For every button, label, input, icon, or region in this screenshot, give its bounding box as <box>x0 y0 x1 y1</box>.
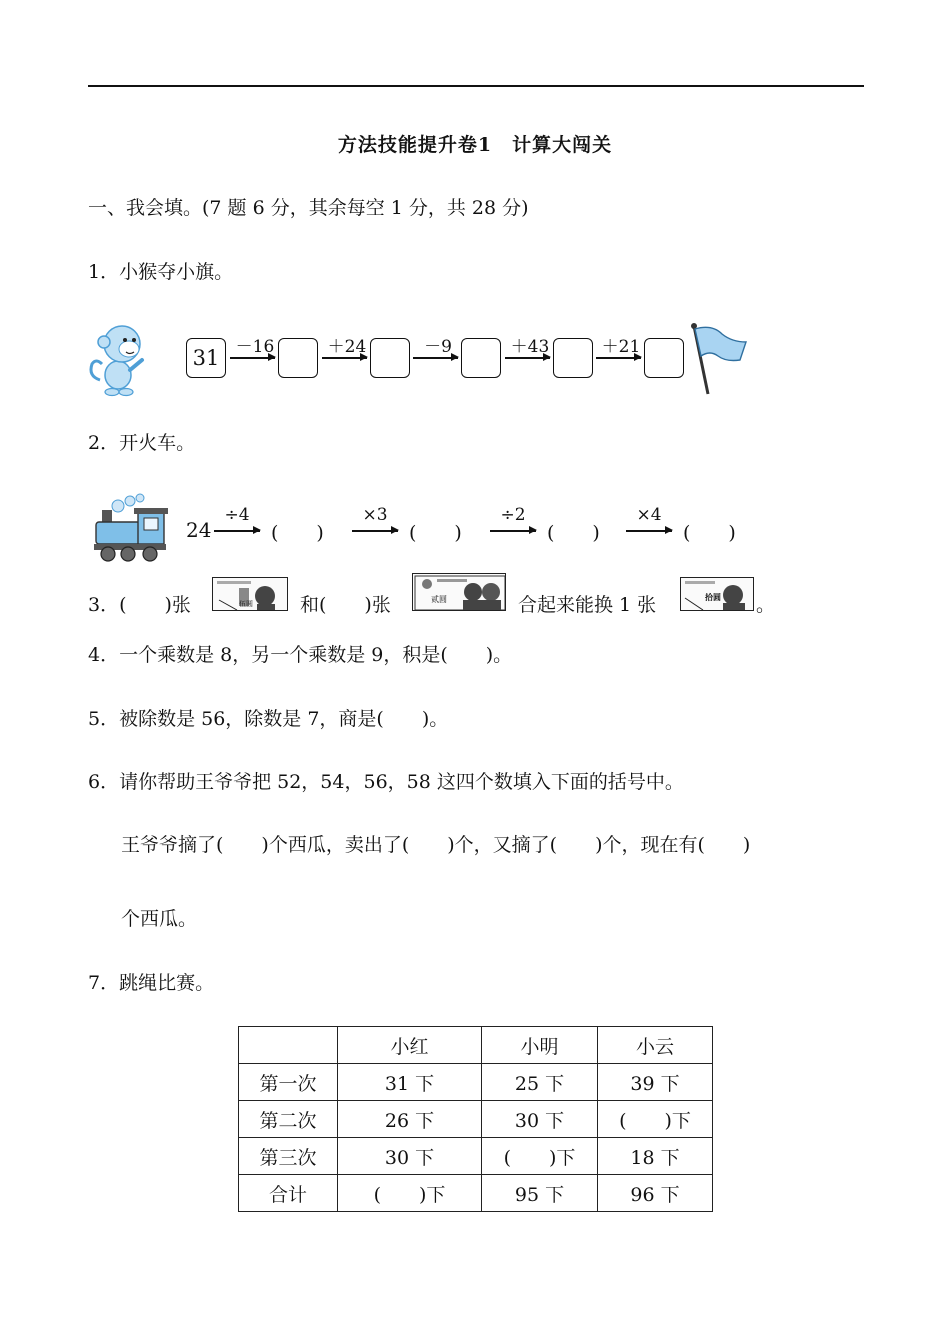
two-yuan-note-icon <box>412 573 506 611</box>
op-label: －9 <box>424 337 452 357</box>
table-row-label: 合计 <box>239 1175 338 1212</box>
question-5-text: 5．被除数是 56，除数是 7，商是( )。 <box>88 708 449 730</box>
train-start-number: 24 <box>186 518 212 542</box>
jump-rope-table <box>238 1026 713 1212</box>
op-label: ＋21 <box>601 337 641 357</box>
arrow-icon <box>413 357 458 359</box>
question-6-text: 6．请你帮助王爷爷把 52，54，56，58 这四个数填入下面的括号中。 <box>88 771 684 793</box>
table-cell: 39 下 <box>598 1064 713 1101</box>
arrow-icon <box>505 357 550 359</box>
question-3-part3: 合起来能换 1 张 <box>518 594 657 616</box>
table-row <box>239 1175 713 1212</box>
table-answer-cell[interactable]: ( )下 <box>482 1138 598 1175</box>
table-row-label: 第一次 <box>239 1064 338 1101</box>
answer-box[interactable] <box>370 338 410 378</box>
monkey-icon <box>86 318 156 398</box>
answer-paren[interactable]: ( ) <box>409 522 462 544</box>
table-cell: 30 下 <box>482 1101 598 1138</box>
table-header-cell: 小云 <box>598 1027 713 1064</box>
note-label: 贰圆 <box>431 595 447 604</box>
answer-box[interactable] <box>461 338 501 378</box>
question-4-text: 4．一个乘数是 8，另一个乘数是 9，积是( )。 <box>88 644 513 666</box>
question-3-part4: 。 <box>756 594 776 616</box>
table-answer-cell[interactable]: ( )下 <box>598 1101 713 1138</box>
table-row <box>239 1138 713 1175</box>
table-header-cell: 小明 <box>482 1027 598 1064</box>
arrow-icon <box>596 357 641 359</box>
five-yuan-note-icon <box>212 577 288 611</box>
table-row <box>239 1064 713 1101</box>
question-3-part1: 3．( )张 <box>88 594 191 616</box>
top-rule <box>88 85 864 87</box>
op-label: ×4 <box>636 505 662 525</box>
table-cell: 25 下 <box>482 1064 598 1101</box>
answer-box[interactable] <box>278 338 318 378</box>
table-answer-cell[interactable]: ( )下 <box>338 1175 482 1212</box>
arrow-icon <box>322 357 367 359</box>
question-7-text: 7．跳绳比赛。 <box>88 972 215 994</box>
flag-icon <box>688 322 750 396</box>
arrow-icon <box>230 357 275 359</box>
arrow-icon <box>490 530 536 532</box>
answer-paren[interactable]: ( ) <box>683 522 736 544</box>
table-cell: 18 下 <box>598 1138 713 1175</box>
op-label: ×3 <box>362 505 388 525</box>
table-cell: 30 下 <box>338 1138 482 1175</box>
table-cell: 95 下 <box>482 1175 598 1212</box>
answer-box[interactable] <box>644 338 684 378</box>
arrow-icon <box>352 530 398 532</box>
start-number-box: 31 <box>186 338 226 378</box>
train-icon <box>88 492 168 564</box>
question-2-text: 2．开火车。 <box>88 432 196 454</box>
table-cell: 96 下 <box>598 1175 713 1212</box>
op-label: ÷2 <box>500 505 526 525</box>
note-label: 拾圆 <box>705 593 721 602</box>
op-label: －16 <box>235 337 275 357</box>
answer-paren[interactable]: ( ) <box>547 522 600 544</box>
question-6-line2: 个西瓜。 <box>121 908 198 930</box>
table-row-label: 第二次 <box>239 1101 338 1138</box>
section-heading: 一、我会填。(7 题 6 分，其余每空 1 分，共 28 分) <box>88 197 529 219</box>
table-row-label: 第三次 <box>239 1138 338 1175</box>
page-title: 方法技能提升卷1 计算大闯关 <box>337 134 613 156</box>
table-cell: 26 下 <box>338 1101 482 1138</box>
table-header-row <box>239 1027 713 1064</box>
answer-paren[interactable]: ( ) <box>271 522 324 544</box>
note-label: 伍圆 <box>239 600 253 608</box>
table-row <box>239 1101 713 1138</box>
op-label: ＋43 <box>510 337 550 357</box>
table-header-cell: 小红 <box>338 1027 482 1064</box>
table-cell: 31 下 <box>338 1064 482 1101</box>
question-1-text: 1．小猴夺小旗。 <box>88 261 234 283</box>
arrow-icon <box>626 530 672 532</box>
arrow-icon <box>214 530 260 532</box>
op-label: ＋24 <box>327 337 367 357</box>
op-label: ÷4 <box>224 505 250 525</box>
question-6-line1: 王爷爷摘了( )个西瓜，卖出了( )个，又摘了( )个，现在有( ) <box>121 834 751 856</box>
question-3-part2: 和( )张 <box>300 594 391 616</box>
answer-box[interactable] <box>553 338 593 378</box>
table-header-cell <box>239 1027 338 1064</box>
ten-yuan-note-icon <box>680 577 754 611</box>
